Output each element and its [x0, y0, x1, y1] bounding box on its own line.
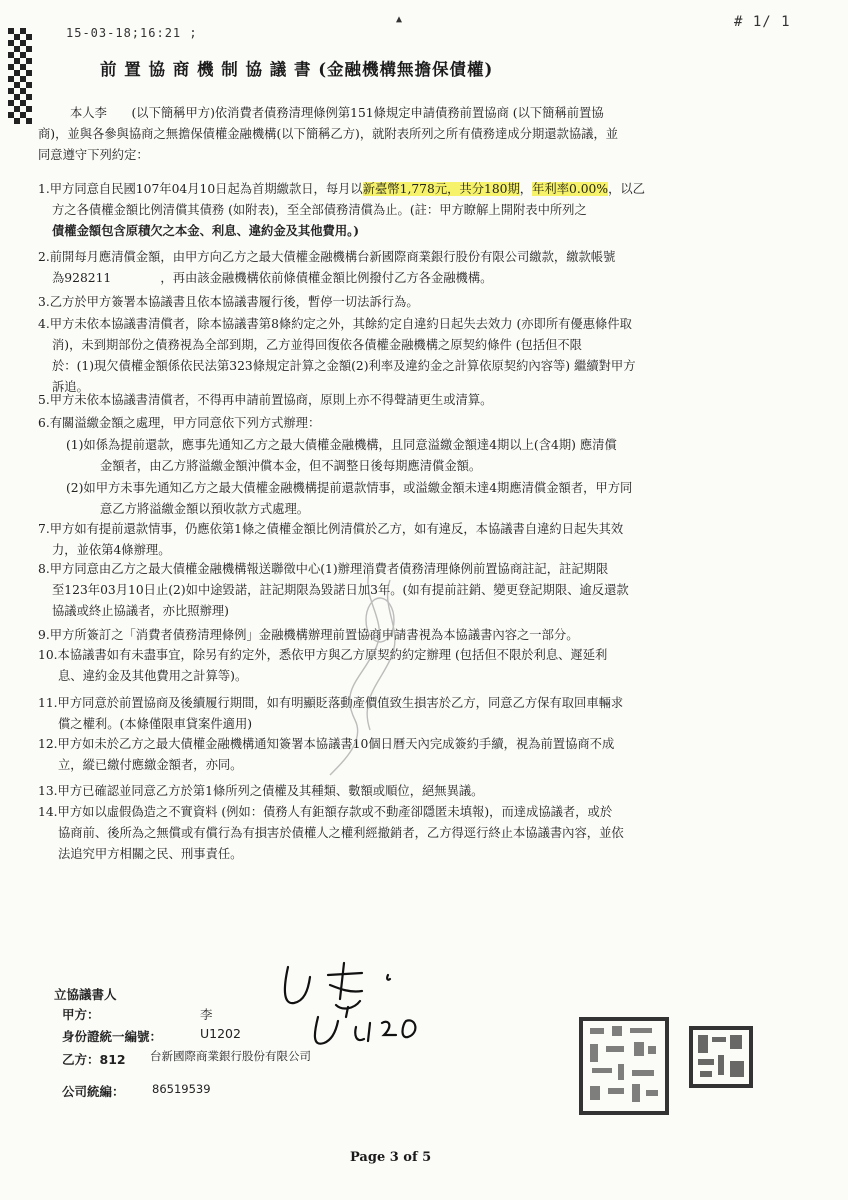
clause-8-line-3: 協議或終止協議者，亦比照辦理)	[52, 604, 229, 618]
id-number-value: U1202	[200, 1026, 241, 1041]
clause-8-line-2: 至123年03月10日止(2)如中途毀諾，註記期限為毀諾日加3年。(如有提前註銷、變更登記期限、逾反還款	[52, 583, 629, 597]
clause-6-line-4: (2)如甲方未事先通知乙方之最大債權金融機構提前還款情事，或溢繳金額未達4期應清償金額者，甲方同	[66, 481, 633, 495]
party-b-name: 台新國際商業銀行股份有限公司	[150, 1049, 311, 1063]
clause-3: 3.乙方於甲方簽署本協議書且依本協議書履行後，暫停一切法訴行為。	[38, 295, 419, 309]
intro-line-2: 商)，並與各參與協商之無擔保債權金融機構(以下簡稱乙方)，就附表所列之所有債務達成分期還款協議，並	[38, 127, 619, 141]
company-seal-stamp	[578, 1016, 670, 1116]
page-marker: # 1/ 1	[734, 14, 791, 30]
clause-11-line-1: 11.甲方同意於前置協商及後續履行期間，如有明顯貶落動產價值致生損害於乙方，同意乙方保有取回車輛求	[38, 696, 624, 710]
id-number-label: 身份證統一編號：	[62, 1029, 163, 1044]
clause-9: 9.甲方所簽訂之「消費者債務清理條例」金融機構辦理前置協商申請書視為本協議書內容之一部分。	[38, 628, 579, 642]
handwritten-signature	[270, 955, 450, 1055]
clause-5: 5.甲方未依本協議書清償者，不得再申請前置協商，原則上亦不得聲請更生或清算。	[38, 393, 493, 407]
fax-timestamp: 15-03-18;16:21 ;	[66, 26, 198, 40]
header-mark: ▲	[396, 14, 404, 25]
faint-overlay-stamp	[300, 560, 440, 780]
clause-6-line-2: (1)如係為提前還款，應事先通知乙方之最大債權金融機構，且同意溢繳金額達4期以上(含4期) 應清償	[66, 438, 617, 452]
clause-6-line-1: 6.有關溢繳金額之處理，甲方同意依下列方式辦理：	[38, 416, 321, 430]
clause-1-line-3: 債權金額包含原積欠之本金、利息、違約金及其他費用。)	[52, 223, 360, 238]
party-b-label: 乙方：812	[62, 1052, 126, 1067]
clause-7-line-2: 力，並依第4條辦理。	[52, 543, 171, 557]
page-number: Page 3 of 5	[350, 1150, 432, 1165]
clause-12-line-1: 12.甲方如未於乙方之最大債權金融機構通知簽署本協議書10個日曆天內完成簽約手續，視為前置協商不成	[38, 737, 615, 751]
party-a-name: 李	[200, 1007, 213, 1022]
clause-1-line-1	[38, 182, 645, 196]
clause-1-tail: ，以乙	[608, 182, 645, 196]
clause-6-line-3: 金額者，由乙方將溢繳金額沖償本金，但不調整日後每期應清償金額。	[100, 459, 482, 473]
clause-10-line-1: 10.本協議書如有未盡事宜，除另有約定外，悉依甲方與乙方原契約約定辦理 (包括但不限於利息、遲延利	[38, 648, 608, 662]
clause-2-line-1: 2.前開每月應清償金額，由甲方向乙方之最大債權金融機構台新國際商業銀行股份有限公司繳款，繳款帳號	[38, 250, 616, 264]
clause-4-line-2: 消)，未到期部份之債務視為全部到期，乙方並得回復依各債權金融機構之原契約條件 (包括但不限	[52, 338, 582, 352]
party-a-label: 甲方：	[62, 1007, 100, 1022]
scan-edge-pattern	[8, 28, 34, 128]
clause-1-line-2: 方之各債權金額比例清償其債務 (如附表)，至全部債務清償為止。(註：甲方瞭解上開附表中所列之	[52, 203, 587, 217]
clause-4-line-1: 4.甲方未依本協議書清償者，除本協議書第8條約定之外，其餘約定自違約日起失去效力 (亦即所有優惠條件取	[38, 317, 632, 331]
representative-seal-stamp	[688, 1025, 754, 1089]
clause-6-line-5: 意乙方將溢繳金額以預收款方式處理。	[100, 502, 310, 516]
company-id-value: 86519539	[152, 1082, 211, 1096]
clause-14-line-2: 協商前、後所為之無償或有償行為有損害於債權人之權利經撤銷者，乙方得逕行終止本協議書內容，並依	[58, 826, 624, 840]
clause-1-sep: ，	[519, 182, 533, 196]
clause-8-line-1: 8.甲方同意由乙方之最大債權金融機構報送聯徵中心(1)辦理消費者債務清理條例前置協商註記，註記期限	[38, 562, 609, 576]
intro-line-3: 同意遵守下列約定：	[38, 148, 149, 162]
interest-rate-highlight: 年利率0.00%	[532, 182, 609, 196]
clause-4-line-3: 於：(1)現欠債權金額係依民法第323條規定計算之金額(2)利率及違約金之計算依原契約內容等) 繼續對甲方	[52, 359, 636, 373]
clause-11-line-2: 償之權利。(本條僅限車貸案件適用)	[58, 717, 253, 731]
signatories-heading: 立協議書人	[54, 987, 117, 1002]
clause-1-text: 1.甲方同意自民國107年04月10日起為首期繳款日，每月以	[38, 182, 363, 196]
installment-amount-highlight: 新臺幣1,778元，共分180期	[362, 182, 520, 196]
clause-13: 13.甲方已確認並同意乙方於第1條所列之債權及其種類、數額或順位，絕無異議。	[38, 784, 484, 798]
clause-2-line-2: 為928211 ，再由該金融機構依前條債權金額比例撥付乙方各金融機構。	[52, 271, 493, 285]
clause-10-line-2: 息、違約金及其他費用之計算等)。	[58, 669, 248, 683]
clause-4-line-4: 訴追。	[52, 380, 89, 394]
clause-7-line-1: 7.甲方如有提前還款情事，仍應依第1條之債權金額比例清償於乙方，如有違反，本協議書自違約日起失其效	[38, 522, 624, 536]
document-title: 前 置 協 商 機 制 協 議 書 (金融機構無擔保債權)	[100, 60, 494, 79]
clause-14-line-3: 法追究甲方相關之民、刑事責任。	[58, 847, 243, 861]
intro-line-1: 本人李 (以下簡稱甲方)依消費者債務清理條例第151條規定申請債務前置協商 (以下簡稱前置協	[70, 106, 604, 120]
clause-14-line-1: 14.甲方如以虛假偽造之不實資料 (例如：債務人有鉅額存款或不動產卻隱匿未填報)，而達成協議者，或於	[38, 805, 613, 819]
company-id-label: 公司統編：	[62, 1084, 125, 1099]
clause-12-line-2: 立，縱已繳付應繳金額者，亦同。	[58, 758, 243, 772]
